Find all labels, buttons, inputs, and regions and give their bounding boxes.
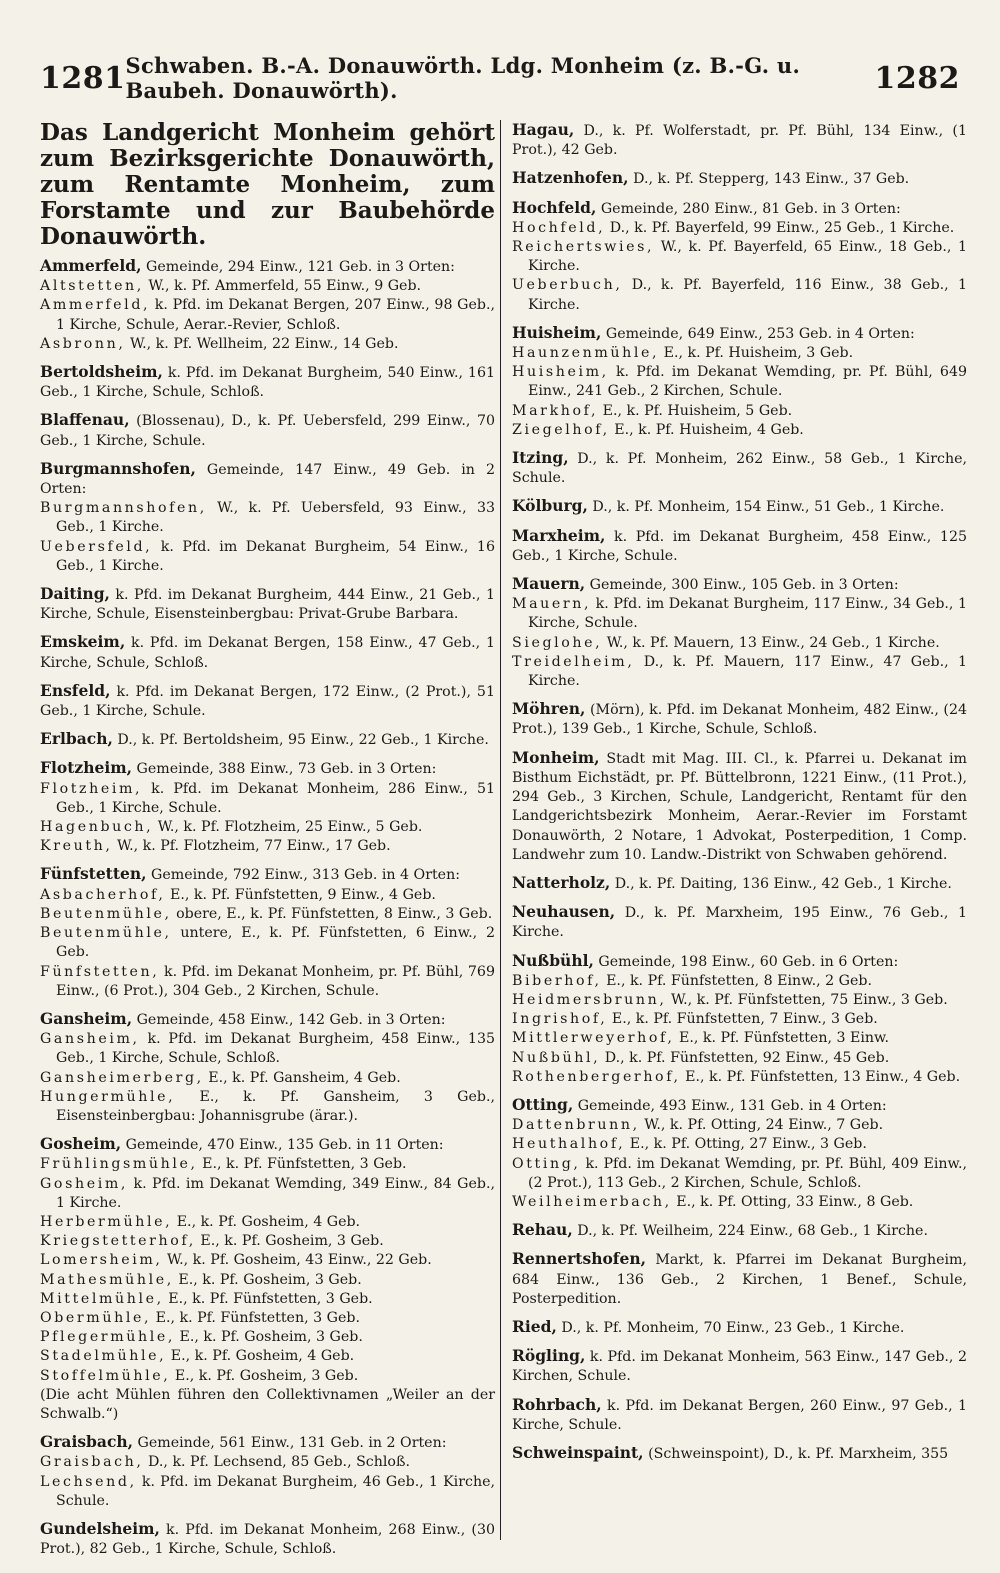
entry-lead: [40, 729, 495, 750]
subplace-description: untere, E., k. Pf. Fünfstetten, 6 Einw., 2 Geb.: [56, 925, 495, 961]
place-entry: [512, 1220, 967, 1241]
place-name: Mauern,: [512, 574, 586, 594]
place-name: Rennertshofen,: [512, 1249, 646, 1269]
place-entry: [512, 448, 967, 488]
subplace-name: Hochfeld,: [512, 219, 606, 236]
subplace-description: k. Pfd. im Dekanat Bergen, 207 Einw., 98 Geb., 1 Kirche, Schule, Aerar.-Revier, Schloß.: [56, 297, 495, 333]
subplace-description: k. Pfd. im Dekanat Monheim, pr. Pf. Bühl, 769 Einw., (6 Prot.), 304 Geb., 2 Kirchen, Schule.: [56, 963, 495, 999]
place-description: D., k. Pf. Weilheim, 224 Einw., 68 Geb., 1 Kirche.: [572, 1223, 928, 1240]
entry-lead: [40, 459, 495, 499]
entry-lead: [512, 902, 967, 942]
place-description: Markt, k. Pfarrei im Dekanat Burgheim, 684 Einw., 136 Geb., 2 Kirchen, 1 Benef., Schule, Posterpedition.: [512, 1252, 967, 1307]
subplace-entry: [512, 1135, 967, 1154]
place-name: Hagau,: [512, 120, 575, 139]
subplace-name: Haunzenmühle,: [512, 345, 660, 362]
subplace-description: E., k. Pf. Fünfstetten, 3 Geb.: [197, 1156, 407, 1173]
place-entry: [40, 256, 495, 354]
place-name: Hochfeld,: [512, 197, 597, 217]
subplace-name: Uebersfeld,: [40, 538, 153, 555]
subplace-name: Heidmersbrunn,: [512, 991, 667, 1008]
entry-lead: [40, 1134, 495, 1155]
subplace-name: Biberhof,: [512, 972, 602, 989]
subplace-entry: [512, 1193, 967, 1212]
subplace-name: Burgmannshofen,: [40, 500, 207, 517]
entry-lead: [40, 758, 495, 779]
subplace-entry: [40, 1453, 495, 1472]
place-entry: [40, 459, 495, 576]
place-description: (Mörn), k. Pfd. im Dekanat Monheim, 482 Einw., (24 Prot.), 139 Geb., 1 Kirche, Schule, Schloß.: [512, 702, 967, 738]
subplace-entry: [40, 538, 495, 576]
subplace-entry: [40, 818, 495, 837]
place-name: Blaffenau,: [40, 410, 130, 430]
place-name: Otting,: [512, 1094, 574, 1114]
subplace-entry: [40, 1473, 495, 1511]
place-entry: [512, 496, 967, 517]
subplace-entry: [40, 1030, 495, 1068]
page-header: [40, 52, 960, 104]
subplace-entry: [512, 634, 967, 653]
subplace-description: k. Pfd. im Dekanat Burgheim, 54 Einw., 16 Geb., 1 Kirche.: [56, 538, 495, 574]
subplace-description: W., k. Pf. Ammerfeld, 55 Einw., 9 Geb.: [143, 278, 422, 295]
place-entry: [512, 1443, 967, 1464]
entry-lead: [512, 198, 967, 219]
place-entry: [40, 1009, 495, 1126]
place-description: k. Pfd. im Dekanat Bergen, 260 Einw., 97 Geb., 1 Kirche, Schule.: [512, 1397, 967, 1433]
subplace-description: E., k. Pf. Gosheim, 3 Geb.: [170, 1367, 359, 1384]
place-entry: [40, 758, 495, 856]
place-entry: [512, 168, 967, 189]
entry-lead: [40, 632, 495, 672]
subplace-entry: [40, 1290, 495, 1309]
subplace-name: Altstetten,: [40, 278, 144, 295]
subplace-entry: [40, 1367, 495, 1386]
subplace-description: W., k. Pf. Bayerfeld, 65 Einw., 18 Geb., 1 Kirche.: [528, 239, 967, 275]
place-description: D., k. Pf. Monheim, 70 Einw., 23 Geb., 1 Kirche.: [556, 1319, 905, 1336]
entry-lead: [512, 526, 967, 566]
subplace-entry: [40, 780, 495, 818]
place-entry: [512, 198, 967, 315]
subplace-description: E., k. Pf. Fünfstetten, 8 Einw., 2 Geb.: [601, 972, 873, 989]
place-entry: [40, 584, 495, 624]
entry-lead: [40, 681, 495, 721]
subplace-entry: [40, 1069, 495, 1088]
entry-lead: [512, 1317, 967, 1338]
place-description: (Blossenau), D., k. Pf. Uebersfeld, 299 Einw., 70 Geb., 1 Kirche, Schule.: [40, 413, 495, 449]
subplace-description: E., k. Pf. Gosheim, 3 Geb.: [195, 1233, 384, 1250]
subplace-entry: [40, 905, 495, 924]
place-name: Gansheim,: [40, 1008, 133, 1028]
place-description: D., k. Pf. Monheim, 154 Einw., 51 Geb., 1 Kirche.: [587, 499, 945, 516]
subplace-description: E., k. Pf. Gosheim, 3 Geb.: [173, 1271, 362, 1288]
subplace-name: Nußbühl,: [512, 1049, 601, 1066]
place-description: Gemeinde, 561 Einw., 131 Geb. in 2 Orten:: [133, 1435, 447, 1452]
subplace-name: Otting,: [512, 1155, 581, 1172]
entry-lead: [512, 951, 967, 972]
subplace-entry: [512, 363, 967, 401]
subplace-description: E., k. Pf. Fünfstetten, 3 Geb.: [151, 1309, 360, 1326]
subplace-description: E., k. Pf. Gansheim, 4 Geb.: [203, 1069, 401, 1086]
place-name: Monheim,: [512, 747, 600, 767]
entry-lead: [40, 362, 495, 402]
subplace-name: Asbronn,: [40, 335, 126, 352]
subplace-entry: [40, 1271, 495, 1290]
subplace-name: Beutenmühle,: [40, 905, 172, 922]
place-description: k. Pfd. im Dekanat Monheim, 563 Einw., 147 Geb., 2 Kirchen, Schule.: [512, 1349, 967, 1385]
subplace-description: E., k. Pf. Gosheim, 3 Geb.: [174, 1329, 363, 1346]
subplace-entry: [512, 1155, 967, 1193]
entry-lead: [512, 1443, 967, 1464]
subplace-description: D., k. Pf. Bayerfeld, 99 Einw., 25 Geb., 1 Kirche.: [605, 219, 955, 236]
subplace-description: E., k. Pf. Gosheim, 4 Geb.: [166, 1348, 355, 1365]
subplace-entry: [512, 653, 967, 691]
place-description: Gemeinde, 294 Einw., 121 Geb. in 3 Orten:: [141, 259, 455, 275]
subplace-entry: [512, 276, 967, 314]
subplace-description: E., k. Pf. Otting, 27 Einw., 3 Geb.: [625, 1136, 867, 1153]
entry-lead: [512, 496, 967, 517]
entry-lead: [512, 873, 967, 894]
subplace-description: W., k. Pf. Otting, 24 Einw., 7 Geb.: [639, 1117, 884, 1134]
subplace-entry: [40, 277, 495, 296]
subplace-description: W., k. Pf. Wellheim, 22 Einw., 14 Geb.: [125, 335, 399, 352]
place-description: Gemeinde, 198 Einw., 60 Geb. in 6 Orten:: [593, 953, 899, 970]
subplace-entry: [512, 344, 967, 363]
subplace-entry: [512, 595, 967, 633]
entry-lead: [512, 448, 967, 488]
subplace-name: Lomersheim,: [40, 1252, 163, 1269]
place-description: k. Pfd. im Dekanat Monheim, 268 Einw., (30 Prot.), 82 Geb., 1 Kirche, Schule, Schloß.: [40, 1521, 495, 1558]
place-description: D., k. Pf. Marxheim, 195 Einw., 76 Geb., 1 Kirche.: [512, 905, 967, 941]
place-name: Rehau,: [512, 1220, 573, 1240]
entry-lead: [512, 120, 967, 160]
subplace-entry: [512, 1116, 967, 1135]
place-name: Rögling,: [512, 1346, 586, 1366]
place-entry: [40, 681, 495, 721]
place-entry: [40, 729, 495, 750]
subplace-name: Ingrishof,: [512, 1011, 608, 1028]
subplace-entry: [512, 1010, 967, 1029]
place-entry: [512, 1095, 967, 1212]
entry-lead: [40, 864, 495, 885]
place-entry: [40, 362, 495, 402]
entry-lead: [512, 168, 967, 189]
subplace-name: Mathesmühle,: [40, 1271, 174, 1288]
place-entry: [512, 1249, 967, 1309]
entry-lead: [40, 584, 495, 624]
subplace-description: W., k. Pf. Flotzheim, 25 Einw., 5 Geb.: [153, 819, 423, 836]
subplace-entry: [40, 1088, 495, 1126]
subplace-description: E., k. Pf. Fünfstetten, 7 Einw., 3 Geb.: [607, 1011, 878, 1028]
place-description: D., k. Pf. Monheim, 262 Einw., 58 Geb., 1 Kirche, Schule.: [512, 451, 967, 487]
subplace-entry: [40, 963, 495, 1001]
subplace-description: E., k. Pf. Huisheim, 5 Geb.: [598, 402, 793, 419]
place-description: D., k. Pf. Bertoldsheim, 95 Einw., 22 Geb., 1 Kirche.: [112, 732, 489, 749]
place-description: D., k. Pf. Daiting, 136 Einw., 42 Geb., 1 Kirche.: [610, 875, 952, 892]
place-name: Emskeim,: [40, 632, 126, 652]
place-entry: [40, 864, 495, 1000]
subplace-entry: [512, 402, 967, 421]
place-entry: [512, 1395, 967, 1435]
subplace-name: Asbacherhof,: [40, 886, 166, 903]
subplace-entry: [40, 886, 495, 905]
place-name: Ensfeld,: [40, 680, 111, 700]
subplace-description: E., k. Pf. Huisheim, 4 Geb.: [609, 421, 804, 438]
subplace-name: Kreuth,: [40, 838, 113, 855]
subplace-name: Dattenbrunn,: [512, 1117, 640, 1134]
place-entry: [512, 323, 967, 440]
subplace-description: k. Pfd. im Dekanat Wemding, pr. Pf. Bühl, 649 Einw., 241 Geb., 2 Kirchen, Schule.: [528, 364, 967, 400]
subplace-name: Herbermühle,: [40, 1213, 173, 1230]
subplace-description: D., k. Pf. Lechsend, 85 Geb., Schloß.: [143, 1454, 410, 1471]
right-entries: [512, 120, 967, 1464]
entry-lead: [40, 256, 495, 277]
subplace-name: Mittlerweyerhof,: [512, 1030, 675, 1047]
entry-lead: [512, 323, 967, 344]
subplace-entry: [512, 972, 967, 991]
entry-lead: [512, 1220, 967, 1241]
subplace-description: E., k. Pf. Fünfstetten, 3 Einw.: [674, 1030, 890, 1047]
place-entry: [40, 1432, 495, 1511]
subplace-description: D., k. Pf. Fünfstetten, 92 Einw., 45 Geb.: [600, 1049, 890, 1066]
place-name: Flotzheim,: [40, 758, 133, 778]
place-name: Burgmannshofen,: [40, 458, 196, 478]
subplace-name: Frühlingsmühle,: [40, 1156, 198, 1173]
subplace-entry: [40, 837, 495, 856]
place-entry: [512, 902, 967, 942]
entry-lead: [512, 1249, 967, 1309]
place-description: Gemeinde, 147 Einw., 49 Geb. in 2 Orten:: [40, 461, 495, 498]
subplace-name: Gansheimerberg,: [40, 1069, 204, 1086]
subplace-entry: [512, 421, 967, 440]
subplace-name: Ueberbuch,: [512, 277, 623, 294]
intro-paragraph: Das Landgericht Monheim gehört zum Bezirksgerichte Donauwörth, zum Rentamte Monheim, zum Forstamte und zur Baubehörde Donauwörth.: [40, 119, 495, 250]
place-name: Daiting,: [40, 584, 110, 604]
entry-lead: [512, 574, 967, 595]
subplace-description: k. Pfd. im Dekanat Monheim, 286 Einw., 51 Geb., 1 Kirche, Schule.: [56, 780, 495, 816]
subplace-description: W., k. Pf. Gosheim, 43 Einw., 22 Geb.: [162, 1252, 432, 1269]
place-name: Erlbach,: [40, 729, 113, 749]
subplace-entry: [40, 1251, 495, 1270]
subplace-name: Ziegelhof,: [512, 421, 610, 438]
subplace-name: Huisheim,: [512, 364, 609, 381]
subplace-name: Mittelmühle,: [40, 1290, 164, 1307]
subplace-name: Fünfstetten,: [40, 963, 160, 980]
subplace-description: k. Pfd. im Dekanat Wemding, 349 Einw., 84 Geb., 1 Kirche.: [56, 1175, 495, 1211]
subplace-name: Graisbach,: [40, 1454, 144, 1471]
subplace-entry: [512, 1049, 967, 1068]
place-entry: [40, 632, 495, 672]
place-description: Gemeinde, 280 Einw., 81 Geb. in 3 Orten:: [596, 200, 901, 217]
subplace-entry: [40, 1232, 495, 1251]
subplace-name: Lechsend,: [40, 1473, 137, 1490]
subplace-entry: [40, 1328, 495, 1347]
place-name: Gosheim,: [40, 1134, 122, 1154]
column-divider: [500, 120, 501, 1540]
place-name: Marxheim,: [512, 525, 606, 545]
subplace-name: Beutenmühle,: [40, 925, 172, 942]
entry-lead: [40, 1009, 495, 1030]
entry-lead: [40, 1519, 495, 1559]
subplace-name: Flotzheim,: [40, 780, 143, 797]
subplace-description: D., k. Pf. Bayerfeld, 116 Einw., 38 Geb., 1 Kirche.: [528, 277, 967, 313]
page-number-left: 1281: [40, 60, 126, 96]
place-description: k. Pfd. im Dekanat Bergen, 172 Einw., (2 Prot.), 51 Geb., 1 Kirche, Schule.: [40, 683, 495, 720]
subplace-entry: [40, 1347, 495, 1366]
entry-lead: [512, 1095, 967, 1116]
subplace-description: D., k. Pf. Mauern, 117 Einw., 47 Geb., 1 Kirche.: [528, 653, 967, 690]
subplace-entry: [40, 1155, 495, 1174]
page-number-right: 1282: [874, 60, 960, 96]
entry-lead: [512, 1395, 967, 1435]
subplace-description: obere, E., k. Pf. Fünfstetten, 8 Einw., 3 Geb.: [171, 905, 493, 922]
subplace-entry: [512, 1029, 967, 1048]
entry-lead: [40, 410, 495, 450]
place-name: Graisbach,: [40, 1432, 134, 1452]
subplace-name: Treidelheim,: [512, 653, 635, 670]
subplace-description: k. Pfd. im Dekanat Burgheim, 458 Einw., 135 Geb., 1 Kirche, Schule, Schloß.: [56, 1031, 495, 1067]
subplace-name: Sieglohe,: [512, 634, 603, 651]
running-title: Schwaben. B.-A. Donauwörth. Ldg. Monheim (z. B.-G. u. Baubeh. Donauwörth).: [125, 53, 801, 103]
subplace-description: W., k. Pf. Uebersfeld, 93 Einw., 33 Geb., 1 Kirche.: [56, 500, 495, 536]
subplace-entry: [40, 1213, 495, 1232]
subplace-description: W., k. Pf. Flotzheim, 77 Einw., 17 Geb.: [112, 838, 391, 855]
subplace-name: Ammerfeld,: [40, 297, 151, 314]
place-name: Möhren,: [512, 699, 586, 719]
place-name: Nußbühl,: [512, 950, 594, 970]
place-description: Gemeinde, 458 Einw., 142 Geb. in 3 Orten:: [132, 1011, 446, 1028]
entry-lead: [512, 748, 967, 865]
subplace-name: Mauern,: [512, 596, 592, 613]
place-description: D., k. Pf. Stepperg, 143 Einw., 37 Geb.: [628, 171, 910, 188]
place-name: Gundelsheim,: [40, 1518, 160, 1538]
subplace-name: Weilheimerbach,: [512, 1193, 672, 1210]
subplace-description: E., k. Pf. Gosheim, 4 Geb.: [172, 1213, 361, 1230]
place-description: Gemeinde, 493 Einw., 131 Geb. in 4 Orten:: [573, 1097, 887, 1114]
place-name: Huisheim,: [512, 322, 602, 342]
place-name: Rohrbach,: [512, 1394, 602, 1414]
subplace-name: Kriegstetterhof,: [40, 1233, 196, 1250]
subplace-description: E., k. Pf. Gansheim, 3 Geb., Eisensteinbergbau: Johannisgrube (ärar.).: [56, 1088, 495, 1124]
subplace-name: Markhof,: [512, 402, 599, 419]
place-entry: [512, 1317, 967, 1338]
subplace-description: k. Pfd. im Dekanat Burgheim, 117 Einw., 34 Geb., 1 Kirche, Schule.: [528, 596, 967, 632]
subplace-name: Rothenbergerhof,: [512, 1068, 681, 1085]
subplace-description: E., k. Pf. Huisheim, 3 Geb.: [659, 345, 854, 362]
subplace-entry: [512, 238, 967, 276]
place-entry: [512, 748, 967, 865]
place-entry: [512, 873, 967, 894]
subplace-description: E., k. Pf. Fünfstetten, 13 Einw., 4 Geb.: [680, 1068, 961, 1085]
place-description: k. Pfd. im Dekanat Bergen, 158 Einw., 47 Geb., 1 Kirche, Schule, Schloß.: [40, 635, 495, 671]
place-description: Gemeinde, 300 Einw., 105 Geb. in 3 Orten:: [585, 577, 899, 594]
place-name: Fünfstetten,: [40, 864, 147, 884]
place-entry: [512, 120, 967, 160]
subplace-description: W., k. Pf. Fünfstetten, 75 Einw., 3 Geb.: [666, 991, 948, 1008]
subplace-name: Gansheim,: [40, 1031, 140, 1048]
subplace-entry: [512, 991, 967, 1010]
subplace-entry: [40, 296, 495, 334]
right-column: [512, 120, 967, 1472]
place-description: Gemeinde, 470 Einw., 135 Geb. in 11 Orten:: [121, 1137, 444, 1154]
place-entry: [512, 1346, 967, 1386]
subplace-entry: [40, 924, 495, 962]
place-description: Gemeinde, 792 Einw., 313 Geb. in 4 Orten:: [146, 867, 460, 884]
subplace-name: Hagenbuch,: [40, 819, 154, 836]
subplace-name: Gosheim,: [40, 1175, 128, 1192]
place-name: Ried,: [512, 1316, 557, 1336]
place-description: Stadt mit Mag. III. Cl., k. Pfarrei u. Dekanat im Bisthum Eichstädt, pr. Pf. Büttelbronn, 1221 Einw., (11 Prot.), 294 Geb., 3 Kirchen, Schule, Landgericht, Rentamt für den Landgerichtsbezirk Monheim, Aerar.-Revier im Forstamt Donauwörth, 2 Notare, 1 Advokat, Posterpedition, 1 Comp. Landwehr zum 10. Landw.-Distrikt von Schwaben gehörend.: [512, 750, 967, 863]
place-entry: [512, 574, 967, 691]
subplace-entry: [512, 1068, 967, 1087]
subplace-description: k. Pfd. im Dekanat Wemding, pr. Pf. Bühl, 409 Einw., (2 Prot.), 113 Geb., 2 Kirchen, Schule, Schloß.: [528, 1155, 967, 1191]
subplace-entry: [40, 1175, 495, 1213]
place-description: k. Pfd. im Dekanat Burgheim, 458 Einw., 125 Geb., 1 Kirche, Schule.: [512, 528, 967, 564]
subplace-description: W., k. Pf. Mauern, 13 Einw., 24 Geb., 1 Kirche.: [602, 634, 940, 651]
place-entry: [512, 526, 967, 566]
place-entry: [40, 1134, 495, 1424]
entry-note: (Die acht Mühlen führen den Collektivnamen „Weiler an der Schwalb.“): [40, 1386, 495, 1422]
subplace-description: E., k. Pf. Fünfstetten, 3 Geb.: [163, 1290, 373, 1307]
subplace-name: Hungermühle,: [40, 1088, 176, 1105]
place-description: (Schweinspoint), D., k. Pf. Marxheim, 355: [643, 1445, 949, 1462]
subplace-description: E., k. Pf. Otting, 33 Einw., 8 Geb.: [671, 1193, 914, 1210]
place-name: Kölburg,: [512, 496, 588, 516]
place-entry: [512, 951, 967, 1087]
place-name: Schweinspaint,: [512, 1442, 644, 1462]
place-entry: [512, 699, 967, 739]
place-description: D., k. Pf. Wolferstadt, pr. Pf. Bühl, 134 Einw., (1 Prot.), 42 Geb.: [512, 123, 967, 159]
left-entries: [40, 256, 495, 1559]
place-name: Ammerfeld,: [40, 256, 142, 275]
place-name: Neuhausen,: [512, 902, 616, 922]
subplace-description: k. Pfd. im Dekanat Burgheim, 46 Geb., 1 Kirche, Schule.: [56, 1473, 495, 1509]
subplace-name: Stadelmühle,: [40, 1348, 167, 1365]
place-description: k. Pfd. im Dekanat Burgheim, 444 Einw., 21 Geb., 1 Kirche, Schule, Eisensteinbergbau: Privat-Grube Barbara.: [40, 587, 495, 623]
subplace-name: Heuthalhof,: [512, 1136, 626, 1153]
place-name: Bertoldsheim,: [40, 362, 163, 382]
place-name: Natterholz,: [512, 872, 611, 892]
place-name: Hatzenhofen,: [512, 168, 629, 188]
subplace-name: Obermühle,: [40, 1309, 152, 1326]
subplace-entry: [512, 219, 967, 238]
subplace-name: Stoffelmühle,: [40, 1367, 171, 1384]
place-name: Itzing,: [512, 448, 569, 468]
place-entry: [40, 1519, 495, 1559]
subplace-entry: [40, 499, 495, 537]
subplace-name: Pflegermühle,: [40, 1329, 175, 1346]
subplace-name: Reichertswies,: [512, 239, 655, 256]
entry-lead: [512, 1346, 967, 1386]
place-description: k. Pfd. im Dekanat Burgheim, 540 Einw., 161 Geb., 1 Kirche, Schule, Schloß.: [40, 365, 495, 401]
subplace-description: E., k. Pf. Fünfstetten, 9 Einw., 4 Geb.: [165, 886, 436, 903]
place-description: Gemeinde, 649 Einw., 253 Geb. in 4 Orten:: [601, 325, 915, 342]
place-entry: [40, 410, 495, 450]
subplace-entry: [40, 1309, 495, 1328]
entry-lead: [512, 699, 967, 739]
left-column: [40, 120, 495, 1567]
subplace-entry: [40, 335, 495, 354]
place-description: Gemeinde, 388 Einw., 73 Geb. in 3 Orten:: [132, 761, 437, 778]
entry-lead: [40, 1432, 495, 1453]
